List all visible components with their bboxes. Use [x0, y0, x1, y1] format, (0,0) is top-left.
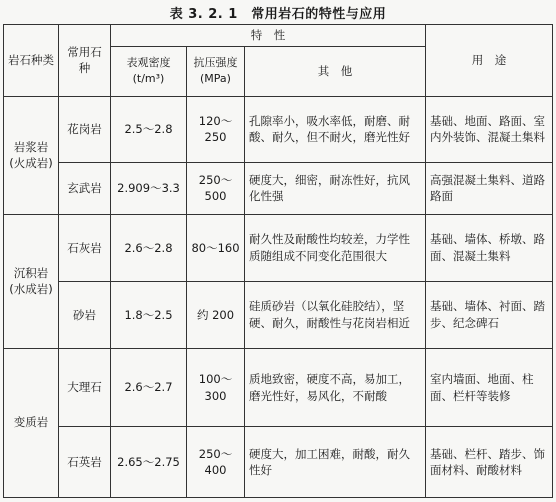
- category-cell: 变质岩: [4, 348, 59, 497]
- other-cell: 硬度大，加工困难，耐酸，耐久性好: [245, 427, 426, 498]
- rock-cell: 石灰岩: [59, 214, 111, 281]
- use-cell: 室内墙面、地面、柱面、栏杆等装修: [426, 348, 553, 427]
- strength-cell: 250～500: [187, 163, 245, 215]
- strength-cell: 100～300: [187, 348, 245, 427]
- strength-cell: 80～160: [187, 214, 245, 281]
- strength-cell: 约 200: [187, 282, 245, 348]
- table-row: [4, 427, 553, 498]
- density-cell: 2.909～3.3: [111, 163, 187, 215]
- density-cell: 2.65～2.75: [111, 427, 187, 498]
- table-row: [4, 163, 553, 215]
- other-cell: 硅质砂岩（以氧化硅胶结），坚硬、耐久，耐酸性与花岗岩相近: [245, 282, 426, 348]
- density-cell: 2.6～2.8: [111, 214, 187, 281]
- category-cell: 沉积岩(水成岩): [4, 214, 59, 348]
- header-row-1: [4, 25, 553, 47]
- other-cell: 耐久性及耐酸性均较差，力学性质随组成不同变化范围很大: [245, 214, 426, 281]
- rock-properties-table: [3, 24, 553, 498]
- table-row: [4, 282, 553, 348]
- table-row: [4, 348, 553, 427]
- header-density: 表观密度(t/m³): [111, 46, 187, 96]
- header-other: 其 他: [245, 46, 426, 96]
- strength-cell: 120～250: [187, 96, 245, 162]
- strength-cell: 250～400: [187, 427, 245, 498]
- other-cell: 质地致密，硬度不高，易加工，磨光性好，易风化，不耐酸: [245, 348, 426, 427]
- header-category: 岩石种类: [4, 25, 59, 97]
- header-strength: 抗压强度(MPa): [187, 46, 245, 96]
- header-rock: 常用石种: [59, 25, 111, 97]
- use-cell: 基础、栏杆、踏步、饰面材料、耐酸材料: [426, 427, 553, 498]
- rock-cell: 玄武岩: [59, 163, 111, 215]
- rock-cell: 花岗岩: [59, 96, 111, 162]
- rock-cell: 石英岩: [59, 427, 111, 498]
- other-cell: 硬度大，细密，耐冻性好，抗风化性强: [245, 163, 426, 215]
- category-cell: 岩浆岩(火成岩): [4, 96, 59, 214]
- other-cell: 孔隙率小，吸水率低，耐磨、耐酸、耐久，但不耐火，磨光性好: [245, 96, 426, 162]
- use-cell: 基础、墙体、衬面、踏步、纪念碑石: [426, 282, 553, 348]
- rock-cell: 砂岩: [59, 282, 111, 348]
- header-properties: 特 性: [111, 25, 426, 47]
- table-row: [4, 96, 553, 162]
- rock-cell: 大理石: [59, 348, 111, 427]
- use-cell: 基础、地面、路面、室内外装饰、混凝土集料: [426, 96, 553, 162]
- header-use: 用 途: [426, 25, 553, 97]
- density-cell: 2.6～2.7: [111, 348, 187, 427]
- density-cell: 1.8～2.5: [111, 282, 187, 348]
- table-caption: 表 3. 2. 1 常用岩石的特性与应用: [169, 7, 387, 22]
- table-row: [4, 214, 553, 281]
- density-cell: 2.5～2.8: [111, 96, 187, 162]
- use-cell: 高强混凝土集料、道路路面: [426, 163, 553, 215]
- use-cell: 基础、墙体、桥墩、路面、混凝土集料: [426, 214, 553, 281]
